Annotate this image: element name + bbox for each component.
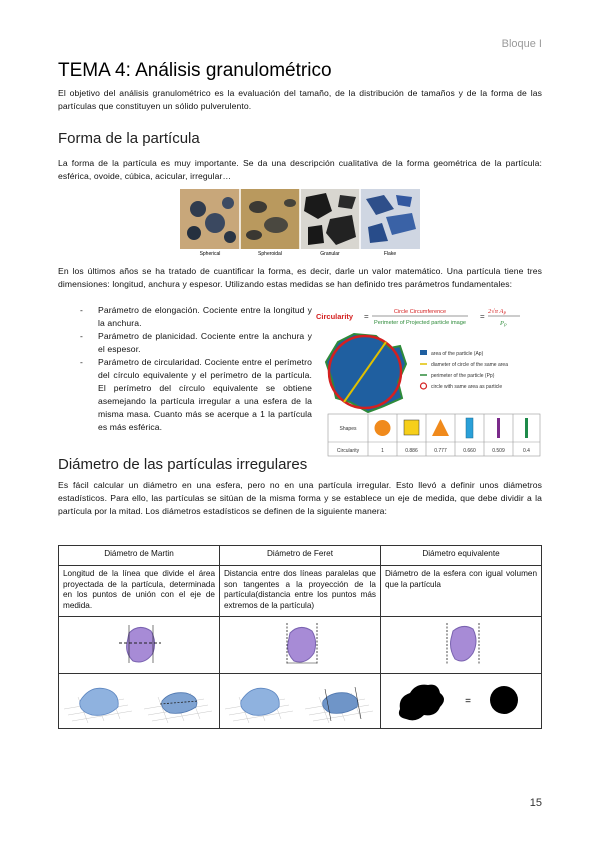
- shape-label-spheroidal: Spheroidal: [258, 251, 282, 257]
- formula-den: P: [500, 320, 504, 327]
- circularity-value: 0.660: [463, 448, 476, 454]
- martin-diagram-cell: [59, 617, 220, 674]
- circularity-label: Circularity: [316, 312, 354, 321]
- section-forma: [58, 130, 200, 147]
- shape-rect: [466, 418, 473, 438]
- forma-paragraph-2: En los últimos años se ha tratado de cuantificar la forma, es decir, darle un valor matemático. Una partícula tiene tres dimensiones: longitud, anchura y espesor. Utilizando estas medidas se han definido tres parámetros fundamentales:: [58, 266, 542, 289]
- circularity-diagram: [314, 302, 544, 458]
- circularity-header: Circularity: [336, 448, 360, 454]
- equiv-symbol: =: [465, 696, 471, 707]
- circularity-denominator: Perimeter of Projected particle image: [373, 320, 467, 326]
- formula-num: 2√π A: [488, 308, 504, 315]
- circularity-value: 0.777: [434, 448, 447, 454]
- param-elongacion: - Parámetro de elongación. Cociente entre la longitud y la anchura.: [80, 304, 312, 330]
- header-feret: Diámetro de Feret: [220, 546, 381, 566]
- forma-paragraph-1: La forma de la partícula es muy importante. Se da una descripción cualitativa de la forma geométrica de la partícula: esférica, ovoide, cúbica, acicular, irregular…: [58, 158, 542, 181]
- circularity-numerator: Circle Circumference: [393, 309, 447, 315]
- equivalente-blob-diagram: [386, 675, 536, 725]
- feret-diagram: [260, 619, 340, 669]
- circularity-value: 0.509: [492, 448, 505, 454]
- legend-perimeter: perimeter of the particle (Pp): [431, 373, 495, 379]
- table-header-row: [59, 546, 542, 566]
- shape-triangle: [432, 419, 449, 436]
- legend-diameter: diameter of circle of the same area: [431, 362, 508, 368]
- header-block-label: Bloque I: [501, 38, 542, 50]
- param-circularidad: - Parámetro de circularidad. Cociente entre el perímetro del círculo equivalente y el perímetro de la partícula. El perímetro del círculo equivalente se obtiene asemejando la partícula irregular a una esfera de la misma masa. Cuanto más se acerque a 1 la partícula es más esférica.: [80, 356, 312, 434]
- diametro-paragraph: Es fácil calcular un diámetro en una esfera, pero no en una partícula irregular. Esto llevó a definir unos diámetros estadísticos. Para ello, las partículas se sitúan de la misma forma y se establece un eje de medida, que debe dividir a la partícula por la mitad. Los diámetros estadísticos se definen de la siguiente manera:: [58, 480, 542, 516]
- shape-square: [404, 420, 419, 435]
- circularity-value: 0.886: [405, 448, 418, 454]
- shape-circle: [375, 420, 391, 436]
- desc-martin: Longitud de la línea que divide el área proyectada de la partícula, determinada en los puntos de unión con el eje de medida.: [59, 566, 220, 617]
- equivalente-diagram-cell: [381, 617, 542, 674]
- desc-feret: Distancia entre dos líneas paralelas que son tangentes a la proyección de la partícula(distancia entre los puntos más extremos de la partícula): [220, 566, 381, 617]
- section-heading-forma: Forma de la partícula: [58, 130, 200, 147]
- svg-text:2√π AP: [488, 307, 506, 316]
- legend-area: area of the particle (Ap): [431, 351, 484, 357]
- formula-den-sub: P: [503, 322, 507, 328]
- shape-bar-green: [525, 418, 528, 438]
- martin-3d-diagram: [64, 675, 214, 725]
- svg-text:PP: [499, 320, 507, 328]
- circularity-eq: =: [364, 312, 369, 321]
- diameter-table: [58, 545, 542, 729]
- header-equivalente: Diámetro equivalente: [381, 546, 542, 566]
- feret-diagram-cell: [220, 617, 381, 674]
- circularity-value: 0.4: [523, 448, 530, 454]
- legend-swatch-circle: [421, 383, 427, 389]
- equivalente-blob-cell: [381, 674, 542, 729]
- section-heading-diametro: Diámetro de las partículas irregulares: [58, 456, 308, 473]
- shape-label-flake: Flake: [383, 251, 397, 257]
- legend-circle: circle with same area as particle: [431, 384, 503, 390]
- table-row: [59, 617, 542, 674]
- parameter-list: [80, 304, 312, 434]
- shape-label-spherical: Spherical: [199, 251, 221, 257]
- page-number: 15: [529, 797, 542, 809]
- particle-shapes-image: [180, 189, 420, 257]
- table-row: [59, 566, 542, 617]
- circularity-value: 1: [381, 448, 384, 454]
- equivalente-diagram: [421, 619, 501, 669]
- section-diametro: [58, 456, 307, 473]
- legend-swatch-area: [420, 350, 427, 355]
- martin-3d-cell: [59, 674, 220, 729]
- param-planicidad: - Parámetro de planicidad. Cociente entre la anchura y el espesor.: [80, 330, 312, 356]
- shape-label-granular: Granular: [320, 251, 340, 257]
- martin-diagram: [99, 619, 179, 669]
- feret-3d-diagram: [225, 675, 375, 725]
- shapes-header: Shapes: [339, 426, 357, 432]
- page-title: TEMA 4: Análisis granulométrico: [58, 60, 332, 81]
- intro-paragraph: El objetivo del análisis granulométrico es la evaluación del tamaño, de la distribución de tamaños y de la forma de las partículas que constituyen un sólido pulverulento.: [58, 88, 542, 111]
- table-row: [59, 674, 542, 729]
- formula-num-sub: P: [503, 310, 507, 316]
- desc-equivalente: Diámetro de la esfera con igual volumen que la partícula: [381, 566, 542, 617]
- shape-bar-thin: [497, 418, 500, 438]
- feret-3d-cell: [220, 674, 381, 729]
- header-martin: Diámetro de Martin: [59, 546, 220, 566]
- circularity-eq2: =: [480, 312, 485, 321]
